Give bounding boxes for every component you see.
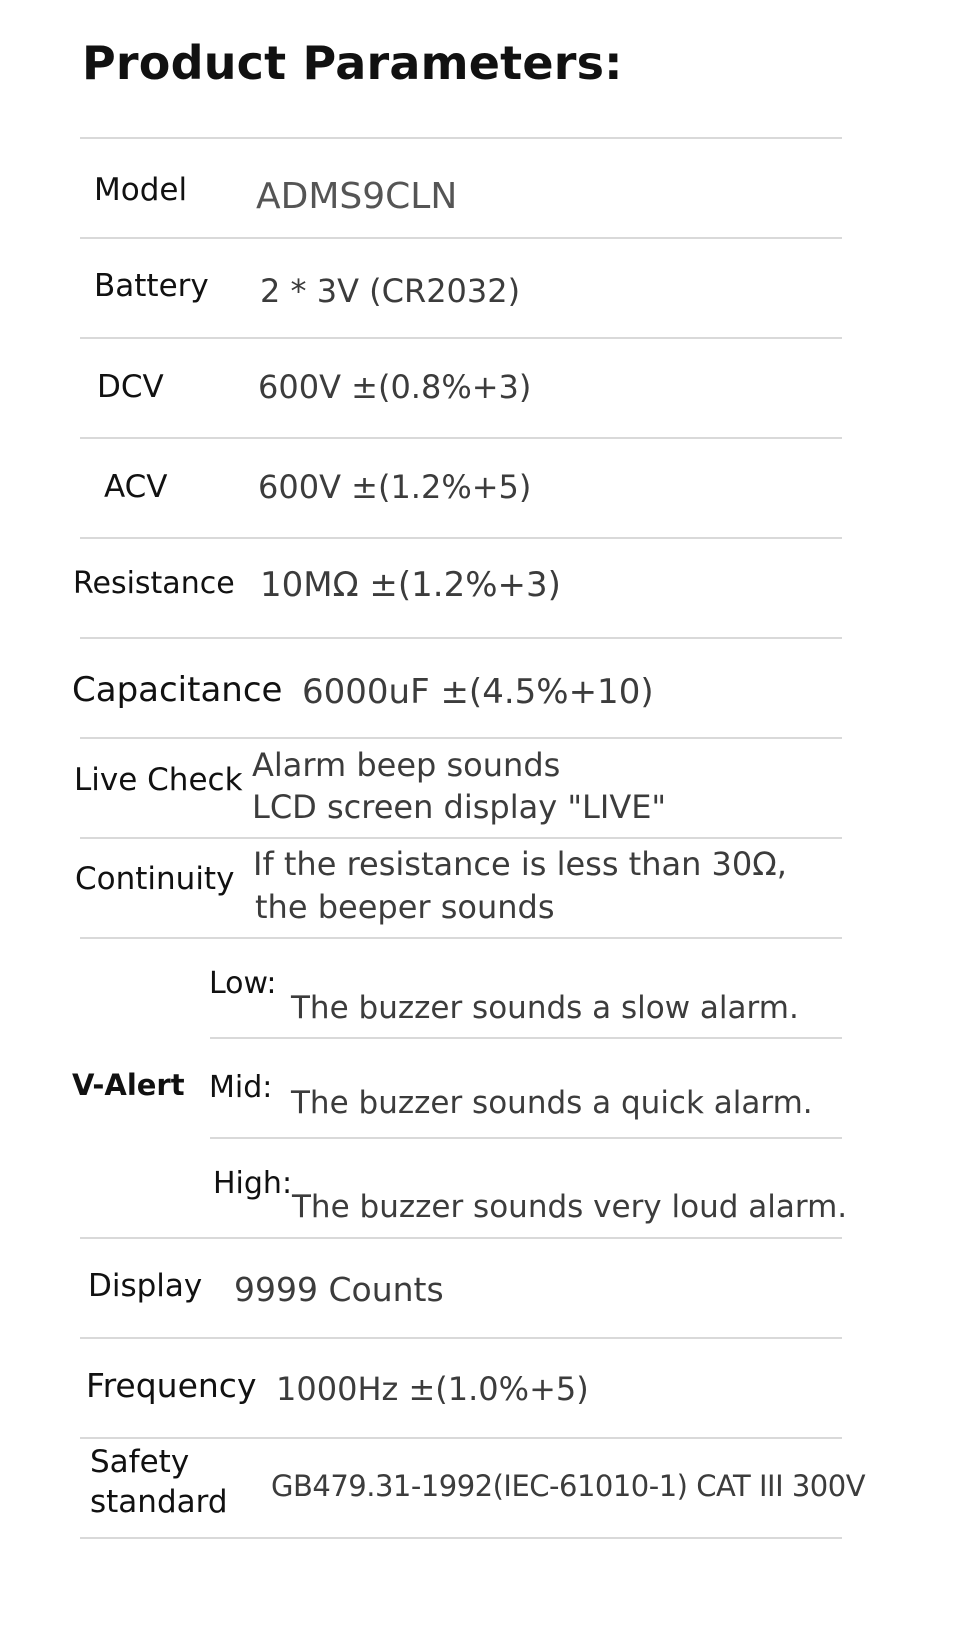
v-alert-low-label: Low: xyxy=(209,966,277,1001)
v-alert-high-value: The buzzer sounds very loud alarm. xyxy=(292,1189,848,1225)
v-alert-mid-value: The buzzer sounds a quick alarm. xyxy=(291,1085,813,1121)
sub-row-divider xyxy=(210,1137,842,1139)
live-check-line-2: LCD screen display "LIVE" xyxy=(252,788,667,826)
model-value: ADMS9CLN xyxy=(256,176,458,217)
continuity-line-2: the beeper sounds xyxy=(255,888,555,926)
row-divider xyxy=(80,537,842,539)
dcv-value: 600V ±(0.8%+3) xyxy=(258,368,532,406)
row-divider xyxy=(80,1537,842,1539)
v-alert-low-value: The buzzer sounds a slow alarm. xyxy=(291,990,799,1026)
row-divider xyxy=(80,1237,842,1239)
continuity-label: Continuity xyxy=(75,861,235,897)
acv-value: 600V ±(1.2%+5) xyxy=(258,468,532,506)
resistance-label: Resistance xyxy=(73,566,235,601)
frequency-value: 1000Hz ±(1.0%+5) xyxy=(276,1370,589,1408)
frequency-label: Frequency xyxy=(86,1366,257,1405)
battery-label: Battery xyxy=(94,268,209,304)
row-divider xyxy=(80,237,842,239)
model-label: Model xyxy=(94,172,188,208)
row-divider xyxy=(80,937,842,939)
row-divider xyxy=(80,337,842,339)
battery-value: 2 * 3V (CR2032) xyxy=(260,272,521,310)
row-divider xyxy=(80,737,842,739)
resistance-value: 10MΩ ±(1.2%+3) xyxy=(260,565,561,605)
safety-value: GB479.31-1992(IEC-61010-1) CAT III 300V xyxy=(271,1469,866,1503)
display-value: 9999 Counts xyxy=(234,1270,444,1309)
page-title: Product Parameters: xyxy=(82,36,623,90)
row-divider xyxy=(80,837,842,839)
live-check-line-1: Alarm beep sounds xyxy=(252,746,561,784)
v-alert-label: V-Alert xyxy=(72,1068,185,1102)
acv-label: ACV xyxy=(104,469,168,505)
dcv-label: DCV xyxy=(97,369,164,405)
live-check-label: Live Check xyxy=(74,762,243,798)
v-alert-mid-label: Mid: xyxy=(209,1070,273,1105)
sub-row-divider xyxy=(210,1037,842,1039)
capacitance-value: 6000uF ±(4.5%+10) xyxy=(302,672,654,712)
safety-label-line-1: Safety xyxy=(90,1444,190,1480)
row-divider xyxy=(80,137,842,139)
v-alert-high-label: High: xyxy=(213,1166,293,1201)
row-divider xyxy=(80,437,842,439)
display-label: Display xyxy=(88,1268,203,1304)
row-divider xyxy=(80,637,842,639)
continuity-line-1: If the resistance is less than 30Ω, xyxy=(253,845,787,883)
safety-label-line-2: standard xyxy=(90,1484,228,1520)
row-divider xyxy=(80,1437,842,1439)
capacitance-label: Capacitance xyxy=(72,670,283,710)
row-divider xyxy=(80,1337,842,1339)
